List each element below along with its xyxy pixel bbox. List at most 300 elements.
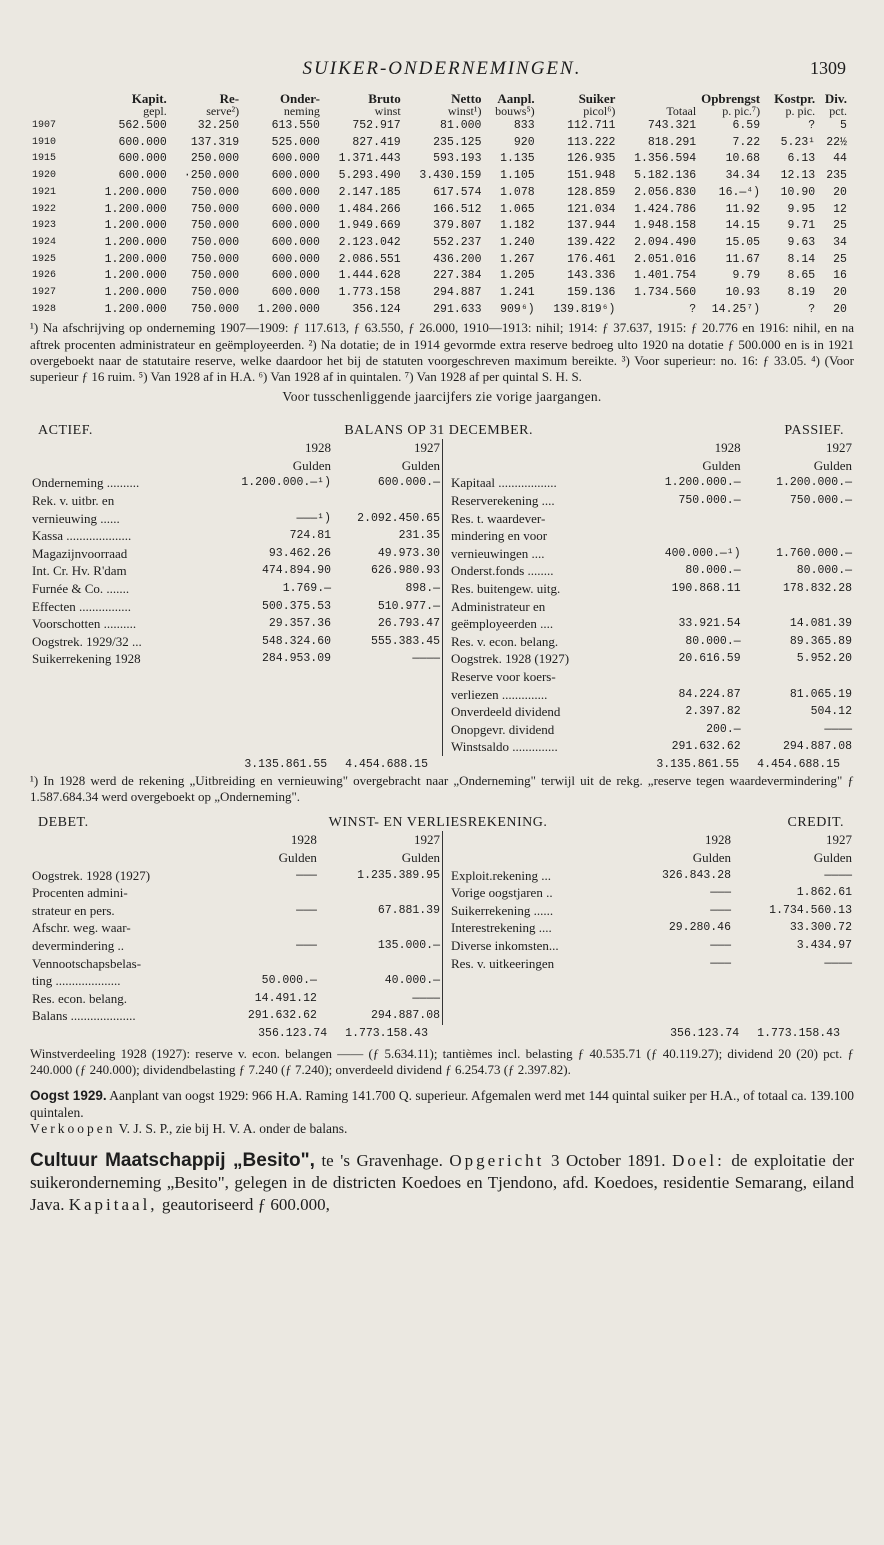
besito-text-4: geautoriseerd ƒ 600.000, (161, 1194, 330, 1214)
history-cell: 1.200.000 (104, 185, 167, 199)
ledger-row (30, 919, 442, 937)
besito-paragraph (30, 1150, 854, 1216)
history-header-cell (849, 92, 854, 105)
history-cell: 436.200 (433, 252, 482, 266)
label-kapitaal: Kapitaal, (68, 1194, 158, 1214)
ledger-value-1928: ——— (710, 956, 731, 970)
winstverdeeling: Winstverdeeling 1928 (1927): reserve v. econ. belangen —— (ƒ 5.634.11); tantièmes incl. belasting ƒ 40.535.71 (ƒ 40.119.27); dividend 20 (20) pct. ƒ 240.000 (ƒ 240.000); dividendbelasting ƒ 7.240 (ƒ 7.240); onverdeeld dividend ƒ 6.254.73 (ƒ 2.397.82). (30, 1045, 854, 1078)
ledger-value-1928: 500.375.53 (262, 599, 332, 613)
ledger-value-1927: 294.887.08 (782, 740, 852, 754)
history-cell: 1925 (32, 253, 57, 265)
ledger-value-1927: 1.200.000.— (776, 476, 852, 490)
year-1927: 1927 (414, 832, 440, 848)
history-cell: 750.000 (190, 219, 240, 233)
ledger-label: geëmployeerden .... (451, 616, 554, 632)
history-row (30, 135, 854, 152)
history-cell: 137.319 (190, 135, 240, 149)
year-header-row (30, 439, 442, 457)
history-cell: 1922 (32, 203, 57, 215)
ledger-value-1928: 474.894.90 (262, 564, 332, 578)
ledger-value-1928: 326.843.28 (661, 868, 731, 882)
history-cell: 20 (833, 286, 847, 300)
history-row (30, 185, 854, 202)
ledger-value-1928 (631, 598, 742, 616)
ledger-value-1928: 548.324.60 (262, 634, 332, 648)
ledger-row (449, 721, 854, 739)
ledger-value-1927: 555.383.45 (370, 634, 440, 648)
history-cell: 12.13 (780, 169, 816, 183)
ledger-row (449, 937, 854, 955)
history-cell: 139.422 (567, 235, 616, 249)
actief-total-1928: 3.135.861.55 (244, 757, 328, 771)
actief-title: ACTIEF. (38, 423, 93, 439)
ledger-label: verliezen .............. (451, 686, 548, 702)
ledger-value-1927: 626.980.93 (370, 564, 440, 578)
history-cell: 34.34 (725, 169, 761, 183)
history-cell: 1921 (32, 186, 57, 198)
ledger-row (449, 686, 854, 704)
ledger-row (449, 580, 854, 598)
see-also-note: Voor tusschenliggende jaarcijfers zie vorige jaargangen. (282, 389, 602, 405)
year-1927: 1927 (826, 832, 852, 848)
wv-center-title: WINST- EN VERLIESREKENING. (328, 815, 548, 831)
history-cell: 600.000 (271, 252, 320, 266)
year-1927: 1927 (414, 440, 440, 456)
history-cell: 1.200.000 (104, 269, 167, 283)
history-cell: 166.512 (433, 202, 482, 216)
history-cell: 750.000 (190, 269, 240, 283)
ledger-row (449, 650, 854, 668)
history-cell: 11.92 (725, 202, 761, 216)
history-cell: 143.336 (567, 269, 616, 283)
history-row (30, 118, 854, 135)
history-row (30, 268, 854, 285)
ledger-value-1928: ———¹) (296, 511, 332, 525)
debet-title: DEBET. (38, 815, 89, 831)
ledger-row (449, 492, 854, 510)
balance-sheet-title (30, 423, 854, 439)
unit-row (449, 457, 854, 475)
ledger-label: Reserverekening .... (451, 493, 555, 509)
ledger-row (30, 650, 442, 668)
history-cell: 600.000 (271, 169, 320, 183)
history-cell: 600.000 (118, 169, 167, 183)
credit-total-1928: 356.123.74 (670, 1026, 740, 1040)
ledger-value-1927: 26.793.47 (377, 617, 440, 631)
ledger-label: mindering en voor (451, 528, 548, 544)
ledger-value-1928 (215, 884, 319, 902)
history-cell: 16.—⁴) (718, 185, 761, 199)
history-cell: 121.034 (567, 202, 616, 216)
ledger-row (30, 937, 442, 955)
history-cell: 25 (833, 252, 847, 266)
spacer (30, 457, 215, 475)
ledger-row (449, 955, 854, 973)
oogst-text: Aanplant van oogst 1929: 966 H.A. Raming 141.700 Q. superieur. Afgemalen werd met 144 quintal suiker per H.A., of totaal ca. 139.100 quintalen. (30, 1088, 855, 1120)
ledger-value-1928: 29.357.36 (268, 617, 332, 631)
ledger-value-1928: 400.000.—¹) (664, 546, 741, 560)
wv-title (30, 815, 854, 831)
history-cell: 9.71 (787, 219, 816, 233)
history-cell: 12 (833, 202, 847, 216)
ledger-value-1928: 284.953.09 (262, 652, 332, 666)
ledger-label: Vorige oogstjaren .. (451, 885, 553, 901)
ledger-value-1927: 1.760.000.— (776, 546, 852, 560)
history-cell: 16 (833, 269, 847, 283)
ledger-label: Res. t. waardever- (451, 510, 546, 526)
history-header-cell: Onder- (279, 91, 320, 106)
history-cell: 22½ (826, 135, 847, 149)
history-cell: 1910 (32, 136, 57, 148)
history-cell: 600.000 (118, 135, 167, 149)
history-cell: 1.200.000 (104, 219, 167, 233)
history-cell: 750.000 (190, 235, 240, 249)
ledger-row (449, 902, 854, 920)
ledger-label: Res. econ. belang. (32, 990, 127, 1006)
history-cell: 600.000 (271, 202, 320, 216)
ledger-row (30, 972, 442, 990)
spacer (30, 849, 215, 867)
history-header-cell: Netto (451, 91, 482, 106)
history-cell: 151.948 (567, 169, 616, 183)
ledger-value-1928: 1.769.— (282, 582, 332, 595)
history-header-cell: Bruto (368, 91, 401, 106)
history-cell: 600.000 (271, 219, 320, 233)
history-cell: 613.550 (271, 119, 320, 132)
ledger-label: Afschr. weg. waar- (32, 920, 131, 936)
passief-table (449, 439, 854, 756)
ledger-label: Oogstrek. 1928 (1927) (32, 867, 151, 883)
history-cell: 235.125 (433, 135, 482, 149)
spacer (449, 457, 631, 475)
ledger-value-1927: ———— (412, 652, 440, 666)
history-cell: 44 (833, 152, 847, 166)
ledger-label: Exploit.rekening ... (451, 867, 552, 883)
ledger-value-1928: ——— (710, 903, 731, 917)
history-cell: 552.237 (433, 235, 482, 249)
ledger-value-1927 (743, 598, 854, 616)
ledger-label: vernieuwingen .... (451, 545, 545, 561)
history-header-cell: gepl. (143, 104, 167, 118)
history-cell: 833 (513, 119, 535, 132)
running-title: SUIKER-ONDERNEMINGEN. (302, 58, 582, 79)
unit-label: Gulden (292, 457, 332, 473)
ledger-value-1927: 898.— (405, 582, 440, 595)
ledger-value-1928: 14.491.12 (254, 991, 317, 1005)
history-cell: ? (808, 119, 816, 132)
passief-title: PASSIEF. (784, 423, 844, 439)
unit-label: Gulden (702, 457, 741, 473)
history-cell: 1.200.000 (104, 286, 167, 300)
ledger-row (449, 615, 854, 633)
ledger-label: Suikerrekening ...... (451, 902, 554, 918)
history-cell: 2.094.490 (634, 235, 697, 249)
ledger-value-1927 (319, 919, 442, 937)
history-cell: 1.444.628 (338, 269, 401, 283)
history-cell: 600.000 (271, 152, 320, 166)
history-cell: 1.200.000 (104, 202, 167, 216)
history-cell: 9.63 (787, 235, 816, 249)
history-cell: 5.293.490 (338, 169, 401, 183)
credit-total-1927: 1.773.158.43 (757, 1026, 840, 1040)
ledger-value-1928: 291.632.62 (671, 740, 741, 754)
history-cell: 1.948.158 (634, 219, 697, 233)
ledger-row (449, 867, 854, 885)
ledger-value-1927: 33.300.72 (789, 921, 852, 935)
ledger-label: Effecten ................ (32, 598, 132, 614)
history-cell: 15.05 (725, 235, 761, 249)
history-cell: 750.000 (190, 252, 240, 266)
history-cell: ? (808, 302, 816, 316)
ledger-row (30, 955, 442, 973)
spacer (30, 831, 215, 849)
ledger-value-1927: 135.000.— (377, 938, 440, 952)
ledger-row (30, 598, 442, 616)
ledger-value-1927: ———— (412, 991, 440, 1005)
history-cell: 1.267 (500, 252, 535, 266)
history-cell: 818.291 (647, 135, 697, 149)
history-cell: 10.68 (725, 152, 761, 166)
ledger-row (30, 474, 442, 492)
ledger-value-1927: 80.000.— (796, 564, 852, 578)
ledger-label: Kassa .................... (32, 528, 132, 544)
debet-total-1928: 356.123.74 (258, 1026, 328, 1040)
ledger-label: Res. buitengew. uitg. (451, 581, 561, 596)
ledger-value-1927: 750.000.— (789, 494, 852, 508)
balans-title: BALANS OP 31 DECEMBER. (344, 423, 533, 439)
history-row (30, 168, 854, 185)
history-header-bottom (30, 105, 854, 118)
ledger-label: Onopgevr. dividend (451, 721, 555, 737)
ledger-row (449, 562, 854, 580)
balance-sheet (30, 439, 854, 756)
ledger-label: Rek. v. uitbr. en (32, 493, 115, 509)
ledger-value-1927: ———— (824, 722, 852, 736)
ledger-row (449, 474, 854, 492)
history-cell: 562.500 (118, 119, 167, 132)
ledger-label: Res. v. uitkeeringen (451, 955, 555, 971)
year-header-row (30, 831, 442, 849)
history-cell: 600.000 (271, 269, 320, 283)
ledger-value-1927: 178.832.28 (782, 582, 852, 595)
ledger-value-1927: 600.000.— (377, 476, 440, 490)
history-cell: 6.13 (787, 152, 816, 166)
ledger-row (449, 738, 854, 756)
ledger-row (30, 615, 442, 633)
unit-label: Gulden (401, 457, 440, 473)
history-cell: 1928 (32, 303, 57, 315)
history-header-cell: neming (283, 104, 320, 118)
history-cell: 1.734.560 (634, 286, 697, 300)
history-cell: 2.056.830 (634, 185, 697, 199)
history-cell: 14.25⁷) (711, 302, 761, 316)
history-cell: 128.859 (567, 185, 616, 199)
history-cell: 20 (833, 302, 847, 316)
history-cell: 600.000 (271, 235, 320, 249)
ledger-value-1928: 1.200.000.—¹) (241, 476, 332, 490)
ledger-value-1927: 5.952.20 (796, 652, 852, 666)
ledger-label: Oogstrek. 1928 (1927) (451, 651, 570, 667)
history-cell: 32.250 (197, 119, 240, 132)
unit-label: Gulden (278, 849, 317, 865)
history-body (30, 118, 854, 318)
year-header-row (449, 439, 854, 457)
history-cell: 1.078 (500, 185, 535, 199)
year-1928: 1928 (305, 440, 332, 456)
ledger-value-1927: 2.092.450.65 (357, 511, 440, 525)
history-cell: 294.887 (433, 286, 482, 300)
history-cell: 1.773.158 (338, 286, 401, 300)
spacer (449, 831, 631, 849)
history-header-cell (30, 92, 88, 105)
ledger-value-1927: 1.734.560.13 (769, 903, 852, 917)
ledger-row (30, 902, 442, 920)
history-cell: 10.93 (725, 286, 761, 300)
ledger-value-1927: 510.977.— (377, 599, 440, 613)
history-cell: 8.65 (787, 269, 816, 283)
ledger-value-1928 (631, 527, 742, 545)
history-header-cell (30, 105, 88, 118)
balance-note: ¹) In 1928 werd de rekening „Uitbreiding en vernieuwing" overgebracht naar „Onderneming" terwijl uit de rekg. „reserve tegen waardevermindering" ƒ 1.587.684.34 werd overgeboekt op „Onderneming". (30, 772, 854, 805)
ledger-value-1928: 50.000.— (261, 974, 317, 988)
history-row (30, 202, 854, 219)
history-cell: 1915 (32, 153, 57, 165)
history-footnotes: ¹) Na afschrijving op onderneming 1907—1909: ƒ 117.613, ƒ 63.550, ƒ 26.000, 1910—1913: nihil; 1914: ƒ 37.637, 1915: ƒ 20.776 en 1916: nihil, en na aftrek procenten administrateur en geëmployeerden. ²) Na dotatie; de in 1914 gevormde extra reserve bedroeg ulto 1920 na dotatie ƒ 500.000 en is in 1921 overgeboekt naar de statutaire reserve, welke daardoor het bij de statuten voorgeschreven maximum bereikte. ³) Voor superieur: no. 16: ƒ 33.05. ⁴) (Voor superieur ƒ 16 ruim. ⁵) Van 1928 af in H.A. ⁶) Van 1928 af in quintalen. ⁷) Van 1928 af per quintal S. H. S. (30, 320, 854, 385)
history-cell: 909⁶) (500, 302, 535, 316)
ledger-row (30, 1007, 442, 1025)
ledger-label: Interestrekening .... (451, 920, 552, 936)
history-cell: 9.79 (732, 269, 761, 283)
history-header-cell: Totaal (666, 104, 697, 118)
history-header-cell: bouws⁵) (495, 104, 535, 118)
history-cell: 14.15 (725, 219, 761, 233)
ledger-label: Kapitaal .................. (451, 475, 557, 491)
history-header-cell: p. pic.⁷) (722, 104, 761, 118)
history-cell: 2.051.016 (634, 252, 697, 266)
history-cell: 2.123.042 (338, 235, 401, 249)
ledger-row (449, 668, 854, 686)
ledger-label: Oogstrek. 1929/32 ... (32, 633, 142, 649)
label-opgericht: Opgericht (449, 1150, 545, 1170)
besito-text-3: de exploitatie der suikeronderneming „Besito", gelegen in de districten Koedoes en Tjendono, afd. Koedoes, residentie Semarang, eiland Java. (30, 1150, 854, 1214)
history-cell: 8.14 (787, 252, 816, 266)
history-cell: 11.67 (725, 252, 761, 266)
ledger-row (449, 919, 854, 937)
ledger-value-1927: 1.235.389.95 (357, 868, 440, 882)
ledger-label: Diverse inkomsten... (451, 937, 559, 953)
ledger-value-1927 (333, 492, 442, 510)
history-cell: 750.000 (190, 286, 240, 300)
history-cell: 827.419 (352, 135, 401, 149)
history-cell: 1.401.754 (634, 269, 697, 283)
history-cell: 752.917 (352, 119, 401, 132)
history-cell: 139.819⁶) (553, 302, 616, 316)
page-number: 1309 (810, 58, 846, 78)
ledger-value-1927 (743, 527, 854, 545)
history-cell: 159.136 (567, 286, 616, 300)
history-cell: 113.222 (567, 135, 616, 149)
ledger-label: Onderneming .......... (32, 475, 140, 491)
history-cell: 1.240 (500, 235, 535, 249)
ledger-label: Onderst.fonds ........ (451, 563, 554, 579)
history-cell: 600.000 (118, 152, 167, 166)
ledger-label: Furnée & Co. ....... (32, 581, 130, 596)
ledger-value-1928: 33.921.54 (678, 617, 741, 631)
ledger-value-1928: 750.000.— (678, 494, 741, 508)
ledger-label: Vennootschapsbelas- (32, 955, 142, 971)
ledger-label: Administrateur en (451, 598, 546, 614)
history-cell: 750.000 (190, 302, 240, 316)
ledger-label: vernieuwing ...... (32, 510, 120, 526)
unit-label: Gulden (813, 457, 852, 473)
ledger-value-1928 (631, 510, 742, 528)
history-cell: 1926 (32, 270, 57, 282)
ledger-row (30, 990, 442, 1008)
ledger-label: devermindering .. (32, 937, 125, 953)
ledger-value-1927: ———— (824, 868, 852, 882)
ledger-value-1927: ———— (824, 956, 852, 970)
ledger-row (449, 527, 854, 545)
ledger-value-1927: 40.000.— (384, 974, 440, 988)
history-header-cell: p. pic. (785, 104, 816, 118)
ledger-label: Voorschotten .......... (32, 616, 137, 632)
ledger-value-1928: 20.616.59 (678, 652, 741, 666)
history-header-cell: Opbrengst (701, 91, 761, 106)
history-cell: 176.461 (567, 252, 616, 266)
history-cell: 920 (513, 135, 535, 149)
year-header-row (449, 831, 854, 849)
history-cell: 1.182 (500, 219, 535, 233)
ledger-value-1928: 80.000.— (685, 634, 741, 648)
history-cell: 250.000 (190, 152, 240, 166)
ledger-value-1927: 3.434.97 (796, 938, 852, 952)
ledger-label: Balans .................... (32, 1008, 136, 1024)
ledger-value-1927 (743, 668, 854, 686)
ledger-row (449, 633, 854, 651)
history-cell: ·250.000 (183, 169, 240, 183)
history-row (30, 235, 854, 252)
ledger-label: Procenten admini- (32, 885, 128, 901)
history-cell: 6.59 (732, 119, 761, 132)
history-cell: 227.384 (433, 269, 482, 283)
besito-text-1: te 's Gravenhage. (321, 1150, 443, 1170)
history-cell: 1.484.266 (338, 202, 401, 216)
history-cell: 5 (840, 119, 847, 132)
ledger-value-1928 (215, 919, 319, 937)
ledger-row (30, 580, 442, 598)
ledger-value-1928: ——— (296, 868, 317, 882)
unit-label: Gulden (813, 849, 852, 865)
history-cell: 600.000 (271, 185, 320, 199)
balance-totals (30, 758, 854, 771)
history-header-cell: pct. (829, 104, 847, 118)
ledger-value-1927: 294.887.08 (370, 1009, 440, 1023)
history-row (30, 302, 854, 319)
ledger-value-1927: 504.12 (810, 705, 852, 719)
ledger-value-1927 (319, 884, 442, 902)
history-cell: 291.633 (433, 302, 482, 316)
history-cell: 10.90 (780, 185, 816, 199)
history-header-cell: winst (374, 104, 401, 118)
ledger-row (30, 633, 442, 651)
history-cell: 1.200.000 (104, 302, 167, 316)
ledger-value-1928 (215, 492, 333, 510)
history-header-cell: Suiker (578, 91, 616, 106)
history-row (30, 285, 854, 302)
history-cell: 1.200.000 (104, 235, 167, 249)
ledger-row (30, 510, 442, 528)
history-cell: 1924 (32, 236, 57, 248)
